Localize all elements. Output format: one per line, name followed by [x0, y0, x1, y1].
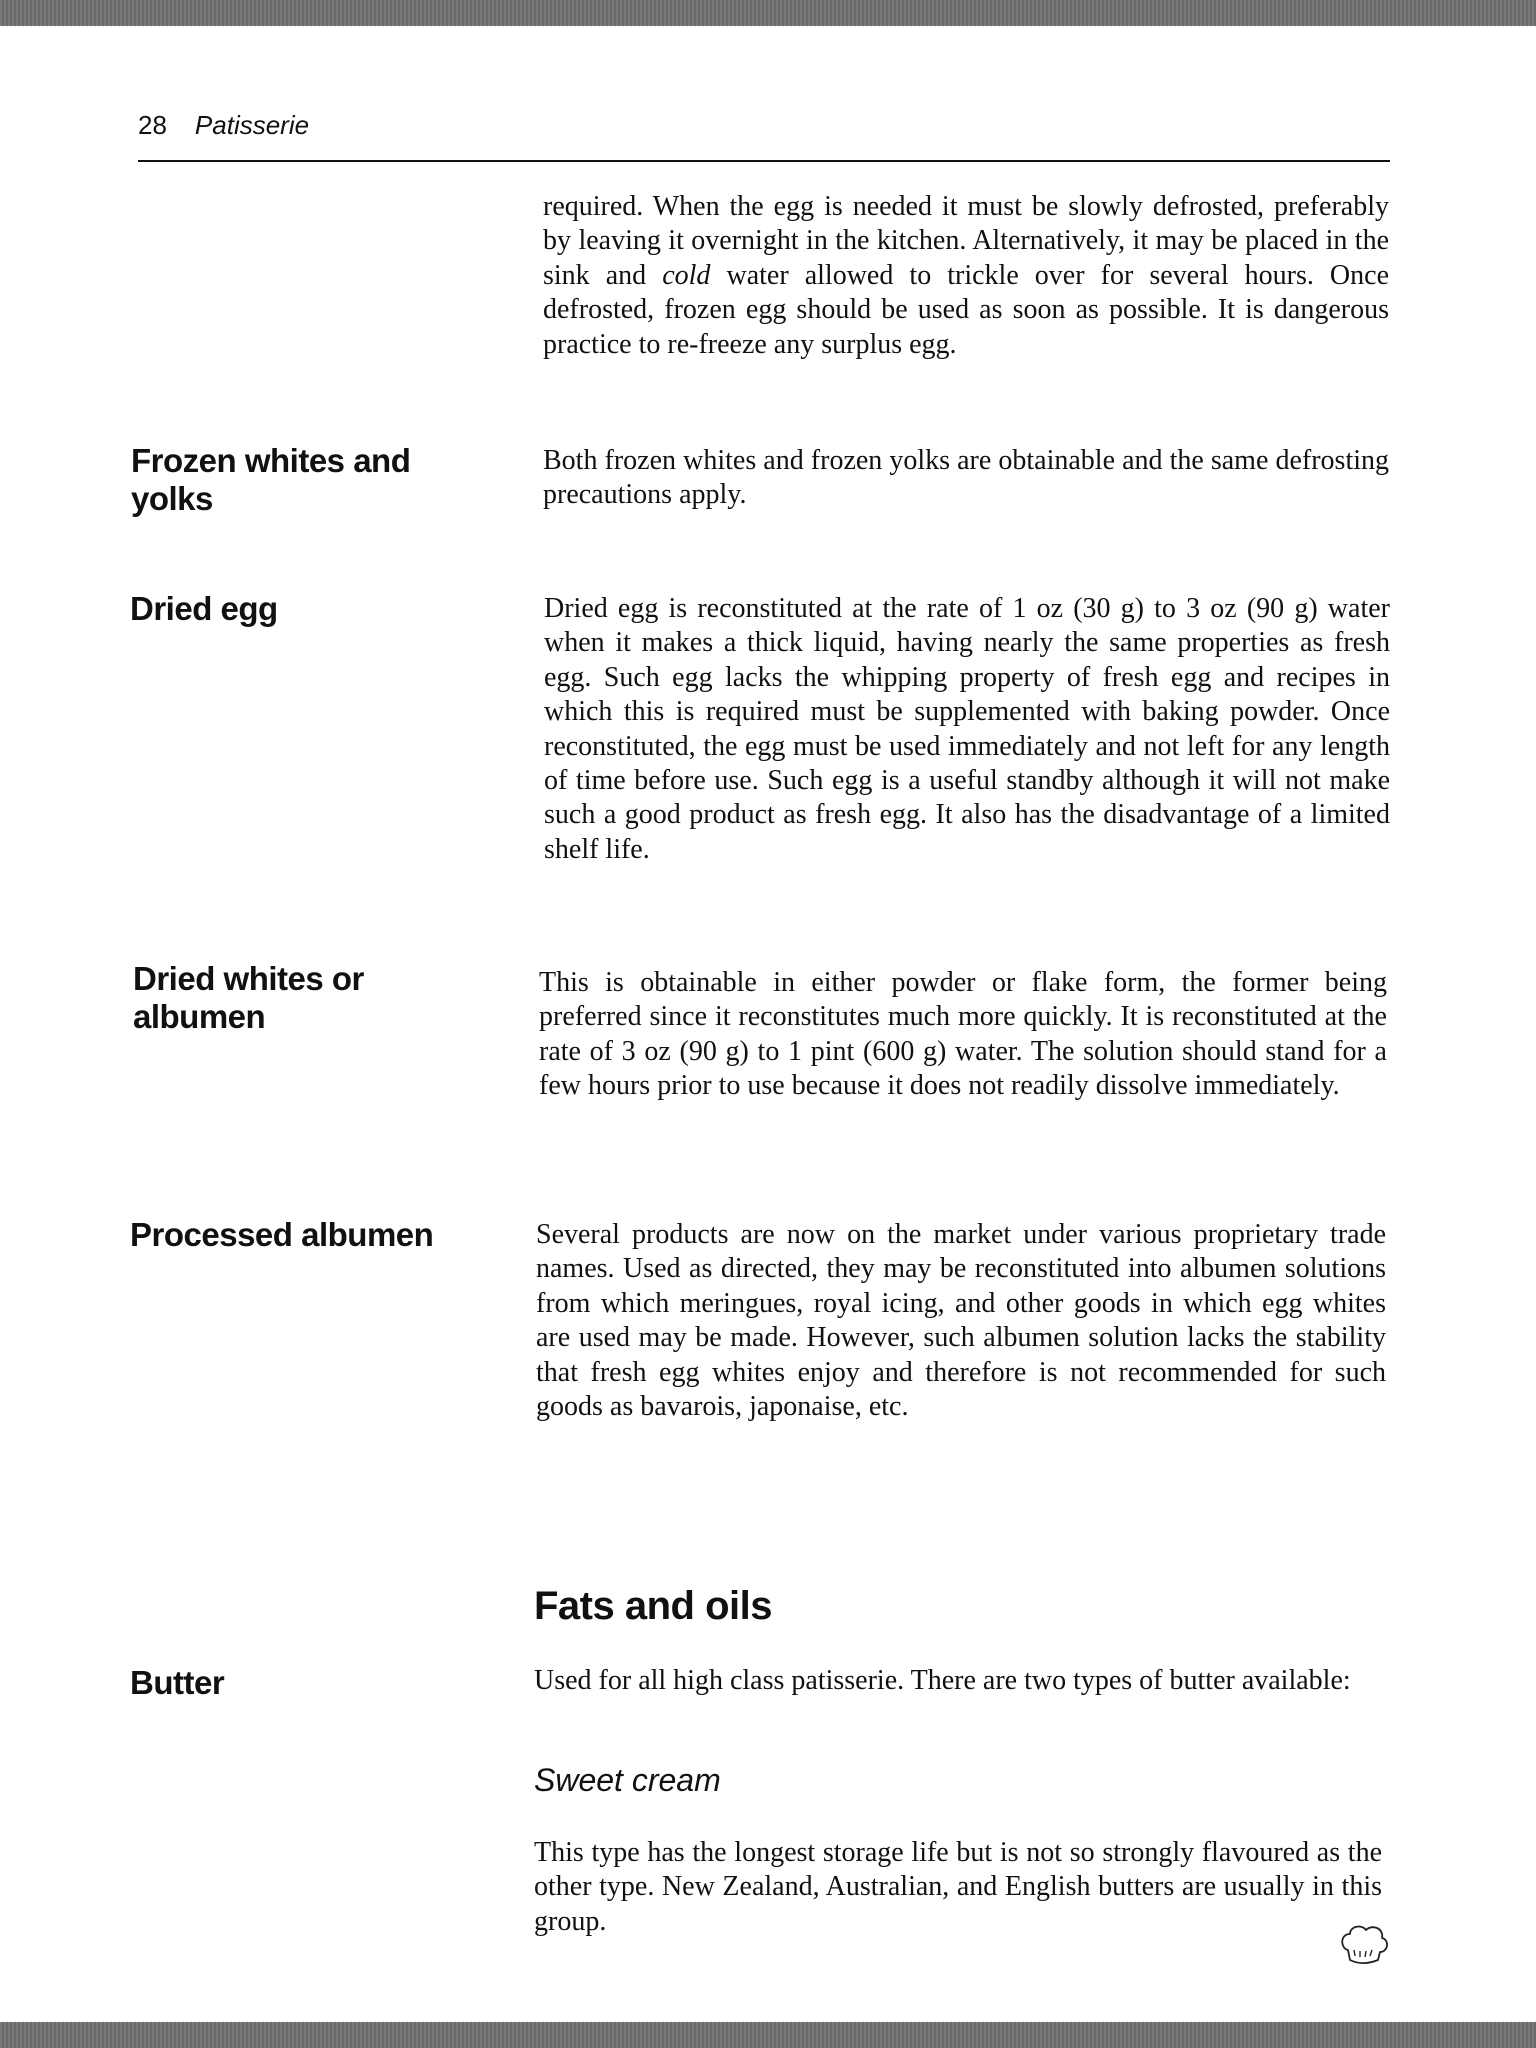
header-rule [138, 160, 1390, 162]
entry-text-dried-egg: Dried egg is reconstituted at the rate of 1 oz (30 g) to 3 oz (90 g) water when it makes a thick liquid, having nearly the same properties as fresh egg. Such egg lacks the whipping property of fresh egg and recipes in which this is required must be supplemented with baking powder. Once reconstituted, the egg must be used immediately and not left for any length of time before use. Such egg is a useful standby although it will not make such a good product as fresh egg. It also has the disadvantage of a limited shelf life. [544, 593, 1390, 865]
viewer-frame-top [0, 0, 1536, 26]
subheading-sweet-cream: Sweet cream [534, 1762, 721, 1798]
side-heading-butter: Butter [130, 1664, 225, 1701]
running-head [138, 110, 309, 141]
side-heading-dried-whites: Dried whites or albumen [133, 960, 364, 1035]
entry-text-sweet-cream: This type has the longest storage life but is not so strongly flavoured as the other type. New Zealand, Australian, and English butters are usually in this group. [534, 1837, 1382, 1937]
page-number: 28 [138, 110, 167, 140]
running-title: Patisserie [194, 110, 310, 140]
viewer-frame-bottom [0, 2022, 1536, 2048]
intro-paragraph [543, 190, 1389, 362]
intro-text-2: water allowed to trickle over for several hours. Once defrosted, frozen egg should be used as soon as possible. It is dangerous practice to re-freeze any surplus egg. [543, 259, 1390, 360]
entry-text-butter: Used for all high class patisserie. There are two types of butter available: [534, 1665, 1351, 1696]
entry-text-frozen-whites: Both frozen whites and frozen yolks are obtainable and the same defrosting precautions apply. [543, 445, 1389, 511]
side-heading-frozen-whites: Frozen whites and yolks [131, 442, 411, 517]
entry-text-dried-whites: This is obtainable in either powder or flake form, the former being preferred since it reconstitutes much more quickly. It is reconstituted at the rate of 3 oz (90 g) to 1 pint (600 g) water. The solution should stand for a few hours prior to use because it does not readily dissolve immediately. [539, 967, 1387, 1102]
intro-text-1: required. When the egg is needed it must be slowly defrosted, preferably by leaving it overnight in the kitchen. Alternatively, it may be placed in the sink and [543, 191, 1389, 291]
section-heading-fats-oils: Fats and oils [534, 1584, 772, 1628]
entry-text-processed-albumen: Several products are now on the market under various proprietary trade names. Used as directed, they may be reconstituted into albumen solutions from which meringues, royal icing, and other goods in which egg whites are used may be made. However, such albumen solution lacks the stability that fresh egg whites enjoy and therefore is not recommended for such goods as bavarois, japonaise, etc. [536, 1219, 1386, 1423]
chef-hat-icon [1338, 1922, 1390, 1966]
side-heading-processed-albumen: Processed albumen [130, 1216, 434, 1253]
intro-text-emphasis: cold [662, 259, 711, 291]
side-heading-dried-egg: Dried egg [130, 590, 278, 627]
